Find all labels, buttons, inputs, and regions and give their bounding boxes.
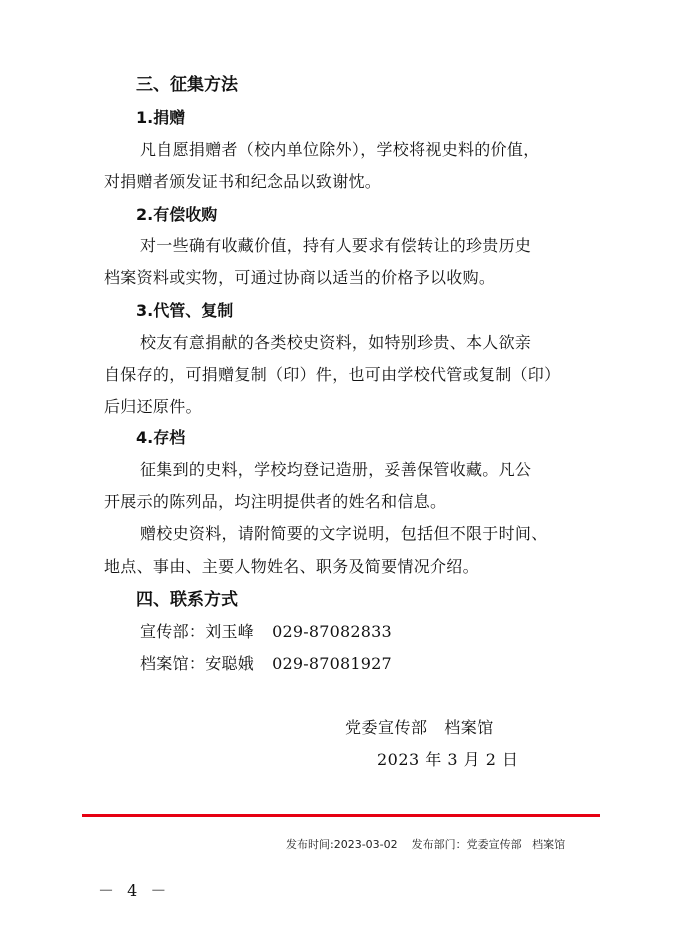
subheading-custody: 3.代管、复制 [136,301,234,320]
paragraph-line: 凡自愿捐赠者（校内单位除外），学校将视史料的价值， [140,140,540,159]
publish-department: 发布部门：党委宣传部 档案馆 [411,838,566,851]
contact-row [140,622,392,642]
section-heading-contact: 四、联系方式 [136,590,238,610]
section-heading-method: 三、征集方法 [136,75,238,95]
subheading-donation: 1.捐赠 [136,108,186,127]
paragraph-line: 后归还原件。 [104,397,202,416]
subheading-archive: 4.存档 [136,428,186,447]
paragraph-line: 自保存的，可捐赠复制（印）件，也可由学校代管或复制（印） [104,365,561,384]
page-number: － 4 － [98,881,171,900]
footer-red-rule [82,814,600,817]
paragraph-line: 地点、事由、主要人物姓名、职务及简要情况介绍。 [104,557,479,576]
paragraph-line: 对一些确有收藏价值，持有人要求有偿转让的珍贵历史 [140,236,532,255]
paragraph-line: 档案资料或实物，可通过协商以适当的价格予以收购。 [104,268,496,287]
paragraph-line: 校友有意捐献的各类校史资料，如特别珍贵、本人欲亲 [140,333,532,352]
signature-date: 2023 年 3 月 2 日 [377,750,519,769]
contact-phone: 029-87081927 [272,654,392,673]
paragraph-line: 征集到的史料，学校均登记造册，妥善保管收藏。凡公 [140,460,532,479]
publish-time: 发布时间:2023-03-02 [286,838,398,851]
paragraph-line: 开展示的陈列品，均注明提供者的姓名和信息。 [104,492,447,511]
contact-phone: 029-87082833 [272,622,392,641]
paragraph-line: 赠校史资料，请附简要的文字说明，包括但不限于时间、 [140,524,548,543]
paragraph-line: 对捐赠者颁发证书和纪念品以致谢忱。 [104,172,382,191]
subheading-purchase: 2.有偿收购 [136,205,218,224]
signature-departments: 党委宣传部 档案馆 [345,718,494,737]
contact-label: 宣传部：刘玉峰 [140,622,255,641]
contact-label: 档案馆：安聪娥 [140,654,255,673]
contact-row [140,654,392,674]
footer-metadata [286,838,565,852]
